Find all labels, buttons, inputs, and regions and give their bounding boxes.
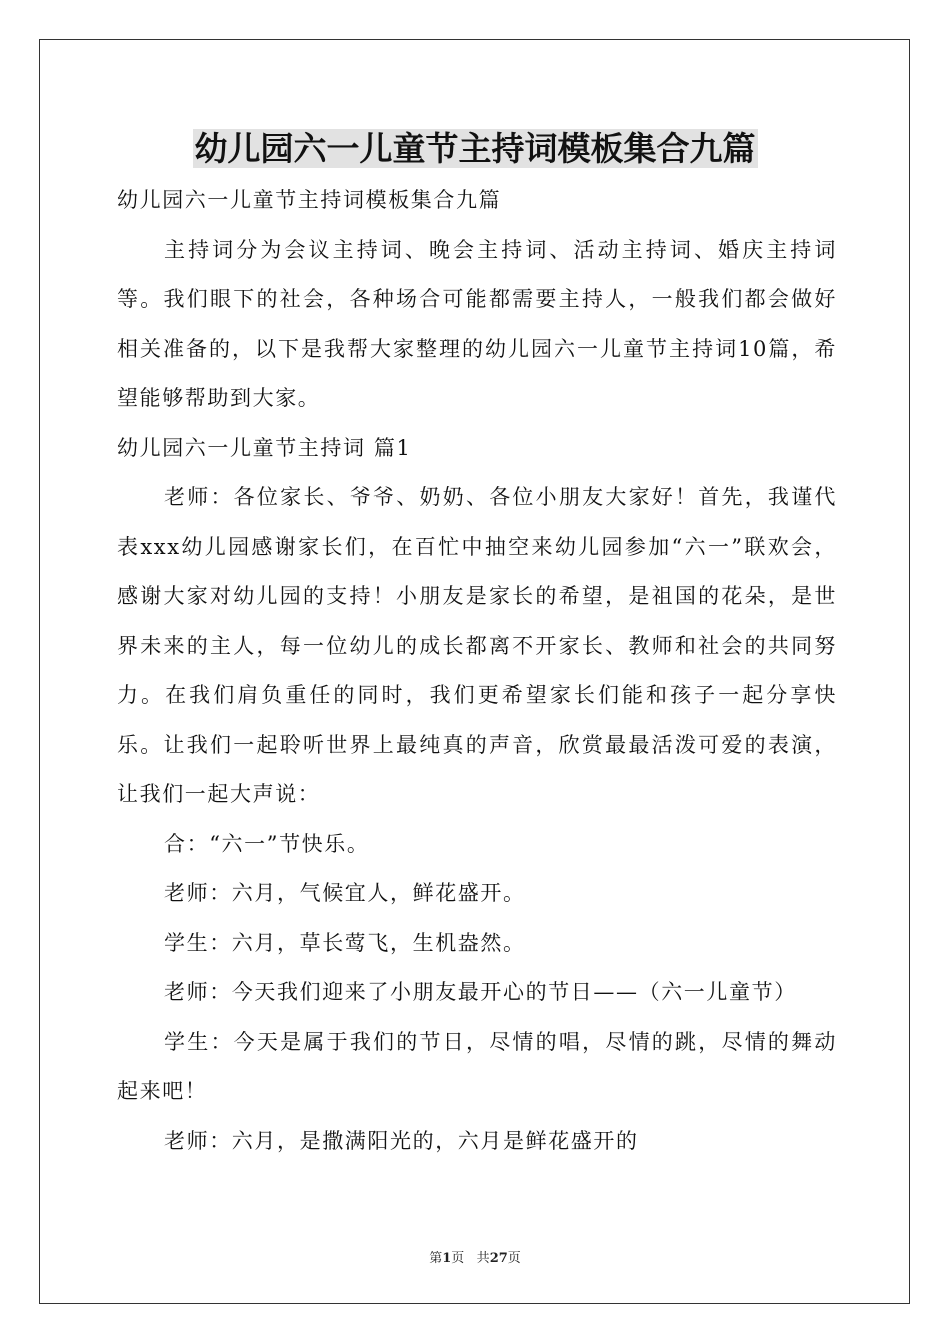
- paragraph-dialogue-line: 学生：六月，草长莺飞，生机盎然。: [164, 930, 526, 955]
- page-footer: [0, 1247, 950, 1266]
- paragraph-subtitle: 幼儿园六一儿童节主持词模板集合九篇: [117, 188, 502, 212]
- document-body: [117, 176, 837, 1166]
- document-title-text: 幼儿园六一儿童节主持词模板集合九篇: [194, 129, 756, 168]
- footer-page-suffix: 页: [451, 1251, 465, 1266]
- paragraph-intro: 主持词分为会议主持词、晚会主持词、活动主持词、婚庆主持词等。我们眼下的社会，各种场合可能都需要主持人，一般我们都会做好相关准备的，以下是我帮大家整理的幼儿园六一儿童节主持词10篇，希望能够帮助到大家。: [117, 237, 837, 410]
- document-title: [0, 124, 950, 174]
- paragraph-dialogue-line: 学生：今天是属于我们的节日，尽情的唱，尽情的跳，尽情的舞动起来吧！: [117, 1029, 837, 1103]
- footer-total-prefix: 共: [476, 1251, 490, 1266]
- paragraph-dialogue-line: 老师：六月，气候宜人，鲜花盛开。: [164, 881, 526, 905]
- footer-total-suffix: 页: [507, 1251, 521, 1266]
- footer-page-prefix: 第: [429, 1251, 443, 1266]
- paragraph-dialogue-line: 老师：今天我们迎来了小朋友最开心的节日——（六一儿童节）: [164, 980, 797, 1004]
- paragraph-dialogue-line: 老师：六月，是撒满阳光的，六月是鲜花盛开的: [164, 1128, 639, 1153]
- paragraph-dialogue-line: 合：“六一”节快乐。: [164, 831, 370, 856]
- section-heading: 幼儿园六一儿童节主持词 篇1: [117, 435, 412, 460]
- footer-total-pages: 27: [489, 1251, 508, 1266]
- paragraph-opening-speech: 老师：各位家长、爷爷、奶奶、各位小朋友大家好！首先，我谨代表xxx幼儿园感谢家长们，在百忙中抽空来幼儿园参加“六一”联欢会，感谢大家对幼儿园的支持！小朋友是家长的希望，是祖国的花朵，是世界未来的主人，每一位幼儿的成长都离不开家长、教师和社会的共同努力。在我们肩负重任的同时，我们更希望家长们能和孩子一起分享快乐。让我们一起聆听世界上最纯真的声音，欣赏最最活泼可爱的表演，让我们一起大声说：: [117, 485, 837, 806]
- footer-page-number: 1: [442, 1251, 452, 1266]
